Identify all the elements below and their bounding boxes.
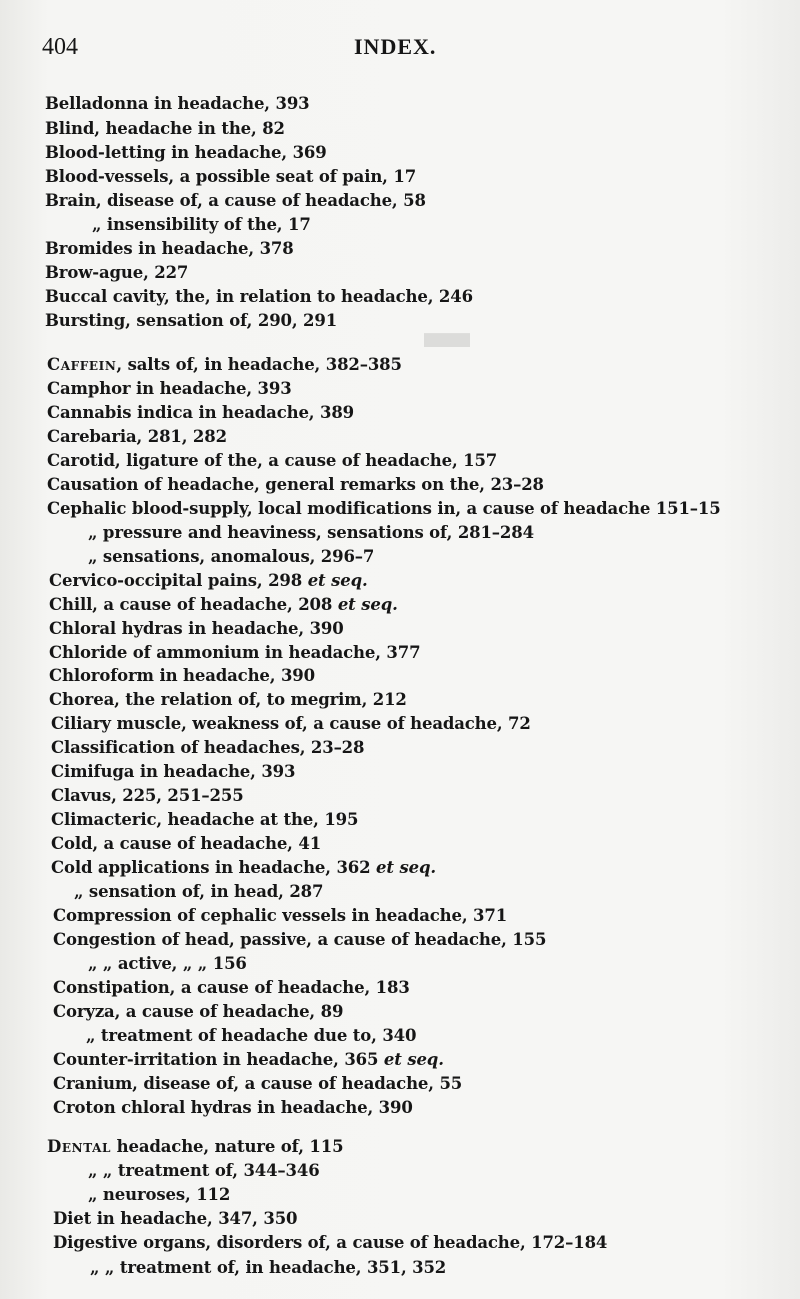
entry-text: „ sensation of, in head, 287 xyxy=(74,882,324,901)
index-entry xyxy=(51,832,321,856)
entry-text: Brow-ague, 227 xyxy=(45,263,189,282)
index-entry xyxy=(47,1135,343,1159)
index-entry xyxy=(45,189,426,213)
entry-text: Blind, headache in the, 82 xyxy=(45,119,285,138)
entry-text: Chill, a cause of headache, 208 xyxy=(49,595,338,614)
index-entry xyxy=(45,92,310,116)
entry-text: Counter-irritation in headache, 365 xyxy=(53,1050,384,1069)
entry-text: „ sensations, anomalous, 296–7 xyxy=(88,547,375,566)
index-entry xyxy=(51,808,358,832)
entry-text: „ treatment of headache due to, 340 xyxy=(86,1026,417,1045)
entry-text: Croton chloral hydras in headache, 390 xyxy=(53,1098,413,1117)
entry-text: Blood-vessels, a possible seat of pain, 17 xyxy=(45,167,417,186)
index-entry xyxy=(92,213,311,237)
index-entry xyxy=(53,928,546,952)
entry-text: Belladonna in headache, 393 xyxy=(45,94,310,113)
entry-text: „ „ active, „ „ 156 xyxy=(88,954,247,973)
index-entry xyxy=(88,521,534,545)
index-entry xyxy=(53,1207,297,1231)
entry-headword: Caffein xyxy=(47,355,117,374)
index-entry xyxy=(90,1256,446,1280)
entry-text: Blood-letting in headache, 369 xyxy=(45,143,327,162)
index-entry xyxy=(45,309,337,333)
index-entry xyxy=(53,1048,444,1072)
index-entry xyxy=(51,784,244,808)
entry-text: „ neuroses, 112 xyxy=(88,1185,231,1204)
entry-text: Climacteric, headache at the, 195 xyxy=(51,810,359,829)
index-entry xyxy=(49,664,315,688)
page-header xyxy=(42,34,742,64)
index-entry xyxy=(45,141,327,165)
index-entry xyxy=(53,1072,462,1096)
index-entry xyxy=(51,856,436,880)
index-entry xyxy=(53,1000,343,1024)
entry-text: , salts of, in headache, 382–385 xyxy=(116,355,402,374)
entry-text: Chloroform in headache, 390 xyxy=(49,666,315,685)
entry-italic-text: et seq. xyxy=(307,571,368,590)
index-entry xyxy=(49,641,420,665)
entry-text: Coryza, a cause of headache, 89 xyxy=(53,1002,344,1021)
entry-text: Cannabis indica in headache, 389 xyxy=(47,403,354,422)
index-entry xyxy=(45,261,188,285)
index-entry xyxy=(88,952,247,976)
entry-text: Chloride of ammonium in headache, 377 xyxy=(49,643,421,662)
entry-text: Cranium, disease of, a cause of headache, 55 xyxy=(53,1074,463,1093)
entry-text: Congestion of head, passive, a cause of headache, 155 xyxy=(53,930,547,949)
index-entry xyxy=(45,237,294,261)
entry-text: „ pressure and heaviness, sensations of, 281–284 xyxy=(88,523,534,542)
entry-text: Classification of headaches, 23–28 xyxy=(51,738,365,757)
entry-text: Brain, disease of, a cause of headache, 58 xyxy=(45,191,426,210)
entry-text: headache, nature of, 115 xyxy=(111,1137,344,1156)
entry-text: Ciliary muscle, weakness of, a cause of headache, 72 xyxy=(51,714,531,733)
entry-text: „ „ treatment of, in headache, 351, 352 xyxy=(90,1258,447,1277)
index-entry xyxy=(86,1024,416,1048)
running-head: INDEX. xyxy=(354,34,437,59)
index-entry xyxy=(47,353,402,377)
entry-text: Carebaria, 281, 282 xyxy=(47,427,227,446)
entry-text: „ insensibility of the, 17 xyxy=(92,215,311,234)
entry-text: „ „ treatment of, 344–346 xyxy=(88,1161,320,1180)
index-entry xyxy=(47,473,544,497)
index-entry xyxy=(45,285,473,309)
index-entry xyxy=(47,449,497,473)
entry-text: Chorea, the relation of, to megrim, 212 xyxy=(49,690,407,709)
entry-text: Carotid, ligature of the, a cause of headache, 157 xyxy=(47,451,498,470)
entry-italic-text: et seq. xyxy=(376,858,436,877)
show-through-reverse-page: ▬ xyxy=(410,306,470,357)
index-entry xyxy=(45,165,416,189)
entry-headword: Dental xyxy=(47,1137,112,1156)
entry-text: Compression of cephalic vessels in headache, 371 xyxy=(53,906,508,925)
index-entry xyxy=(47,497,721,521)
entry-text: Camphor in headache, 393 xyxy=(47,379,292,398)
entry-text: Cold, a cause of headache, 41 xyxy=(51,834,322,853)
index-entry xyxy=(51,760,295,784)
index-entry xyxy=(51,736,364,760)
index-entry xyxy=(53,1096,413,1120)
entry-italic-text: et seq. xyxy=(337,595,398,614)
page-number: 404 xyxy=(42,34,78,60)
entry-text: Cold applications in headache, 362 xyxy=(51,858,377,877)
entry-text: Cephalic blood-supply, local modifications in, a cause of headache 151–15 xyxy=(47,499,721,518)
index-entry xyxy=(88,1159,320,1183)
entry-text: Diet in headache, 347, 350 xyxy=(53,1209,298,1228)
index-entry xyxy=(53,1231,607,1255)
index-entry xyxy=(45,117,285,141)
index-entry xyxy=(49,617,344,641)
entry-text: Bromides in headache, 378 xyxy=(45,239,294,258)
index-entry xyxy=(53,904,507,928)
index-entry xyxy=(49,569,368,593)
entry-text: Chloral hydras in headache, 390 xyxy=(49,619,344,638)
entry-text: Causation of headache, general remarks on the, 23–28 xyxy=(47,475,544,494)
entry-text: Cervico-occipital pains, 298 xyxy=(49,571,308,590)
index-entry xyxy=(49,593,398,617)
index-entry xyxy=(51,712,531,736)
entry-text: Constipation, a cause of headache, 183 xyxy=(53,978,410,997)
entry-text: Cimifuga in headache, 393 xyxy=(51,762,296,781)
index-entry xyxy=(74,880,323,904)
index-entry xyxy=(47,377,292,401)
entry-text: Digestive organs, disorders of, a cause of headache, 172–184 xyxy=(53,1233,608,1252)
entry-text: Clavus, 225, 251–255 xyxy=(51,786,244,805)
index-entry xyxy=(47,401,354,425)
entry-italic-text: et seq. xyxy=(383,1050,444,1069)
entry-text: Buccal cavity, the, in relation to headache, 246 xyxy=(45,287,473,306)
entry-text: Bursting, sensation of, 290, 291 xyxy=(45,311,338,330)
index-entry xyxy=(47,425,227,449)
index-entry xyxy=(88,1183,230,1207)
index-entry xyxy=(53,976,410,1000)
index-entry xyxy=(49,688,407,712)
index-entry xyxy=(88,545,374,569)
